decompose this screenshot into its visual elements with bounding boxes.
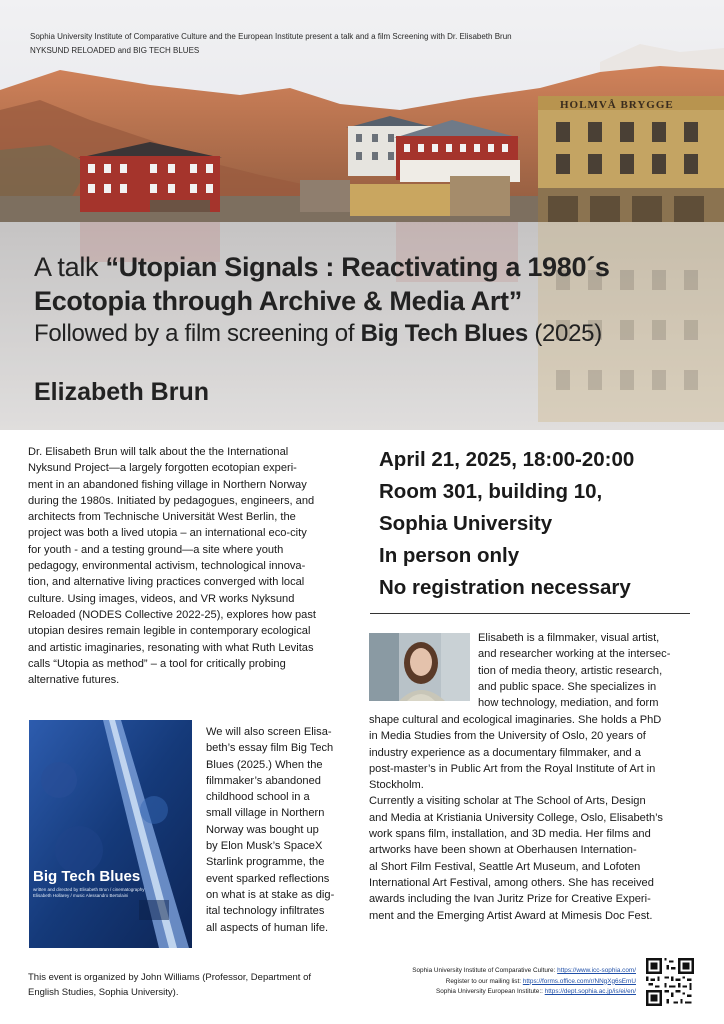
abstract-line: Dr. Elisabeth Brun will talk about the the International (28, 446, 289, 458)
icc-link[interactable]: https://www.icc-sophia.com/ (557, 967, 636, 974)
title-line-3 (34, 318, 714, 350)
event-details (379, 444, 709, 604)
abstract-line: alternative futures. (28, 674, 120, 687)
bio-body (369, 712, 710, 924)
portrait-photo (369, 633, 470, 701)
talk-abstract (28, 444, 358, 688)
abstract-line: during the 1980s. Initiated by pedagogues, engineers, and (28, 494, 315, 507)
bio-line: and public space. She specializes in (478, 680, 657, 693)
organizer-line: English Studies, Sophia University). (28, 987, 179, 998)
european-label: Sophia University European Institute:: (435, 988, 545, 995)
film-line: Blues (2025.) When the (206, 758, 323, 771)
abstract-line: for youth - and a testing ground—a site where youth (28, 543, 284, 556)
bio-line: awards including the Ivan Juritz Prize for Creative Experi- (369, 893, 651, 906)
film-line: beth’s essay film Big Tech (206, 742, 334, 755)
bio-line: artworks have been shown at Oberhausen Internation- (369, 844, 637, 857)
abstract-line: and artistic imaginaries, resonating with what Ruth Levitas (28, 641, 314, 654)
film-line: event sparked reflections (206, 872, 330, 885)
icc-label: Sophia University Institute of Comparative Culture: (412, 967, 558, 974)
bio-line: Elisabeth is a filmmaker, visual artist, (478, 632, 660, 644)
bio-line: Currently a visiting scholar at The School of Arts, Design (369, 795, 646, 808)
abstract-line: pedagogy, environmental activism, technological innova- (28, 560, 306, 573)
speaker-portrait (369, 633, 470, 701)
event-room: Room 301, building 10, (379, 480, 603, 503)
talk-title-part-1: “Utopian Signals : Reactivating a 1980´s (105, 252, 610, 282)
speaker-name: Elizabeth Brun (34, 378, 210, 406)
bio-line: ment and the Emerging Artist Award at Mimesis Doc Fest. (369, 909, 653, 922)
organizer-note (28, 970, 358, 1000)
brygge-sign: HOLMVÅ BRYGGE (560, 99, 674, 111)
bio-line: al Short Film Festival, Seattle Art Museum, and Lofoten (369, 860, 641, 873)
film-line: filmmaker’s abandoned (206, 774, 321, 787)
bio-line: tion of media theory, artistic research, (478, 664, 663, 677)
bio-line: how technology, mediation, and form (478, 697, 659, 710)
bio-line: Stockholm. (369, 779, 424, 792)
event-datetime: April 21, 2025, 18:00-20:00 (379, 448, 635, 471)
title-prefix: A talk (34, 252, 106, 282)
bio-line: shape cultural and ecological imaginaries. She holds a PhD (369, 714, 662, 726)
film-description (206, 724, 356, 936)
poster-title: Big Tech Blues (33, 868, 141, 885)
film-line: ital technology infiltrates (206, 905, 325, 918)
european-link[interactable]: https://dept.sophia.ac.jp/is/ei/en/ (544, 988, 636, 995)
icc-link-row (380, 966, 636, 977)
abstract-line: architects from Technische Universität West Berlin, the (28, 511, 296, 524)
abstract-line: Nyksund Project—a largely forgotten ecotopian experi- (28, 462, 297, 475)
talk-title-part-2: Ecotopia through Archive & Media Art” (34, 286, 522, 316)
poster-credit: written and directed by Elisabeth Brun / cinematography Elisabeth Hollarey / music Alessandro Bertolaini (33, 887, 145, 898)
film-name: Big Tech Blues (360, 320, 528, 347)
organizer-line: This event is organized by John Williams (Professor, Department of (28, 972, 312, 983)
abstract-line: ment in an abandoned fishing village in Northern Norway (28, 478, 307, 491)
bio-line: and Media at Kristiania University College, Oslo, Elisabeth’s (369, 811, 663, 824)
bio-line: and researcher working at the intersec- (478, 648, 671, 661)
presenter-header (30, 30, 630, 58)
mailing-link[interactable]: https://forms.office.com/r/NNgXg6sEmU (522, 977, 636, 985)
footer-links (380, 966, 636, 998)
bio-line: industry experience as a documentary filmmaker, and a (369, 746, 641, 759)
hero-photo (0, 0, 724, 430)
header-line-1: Sophia University Institute of Comparative Culture and the European Institute present a talk and a film Screening with Dr. Elisabeth Brun (30, 32, 512, 41)
film-line: small village in Northern (206, 807, 325, 820)
qr-code-icon (646, 958, 694, 1006)
event-venue: Sophia University (379, 512, 553, 535)
film-line: We will also screen Elisa- (206, 726, 332, 738)
abstract-line: project was both a lived utopia – an international eco-city (28, 527, 307, 540)
abstract-line: tion, and alternative living practices converged with local (28, 576, 305, 589)
event-mode: In person only (379, 544, 520, 567)
bio-line: work spans film, installation, and 3D media. Her films and (369, 828, 651, 841)
bio-line: in Media Studies from the University of Oslo, 20 years of (369, 730, 646, 743)
european-link-row (380, 987, 636, 998)
bio-line: post-master’s in Public Art from the Royal Institute of Art in (369, 762, 656, 775)
mailing-link-row (380, 977, 636, 988)
title-line-1 (34, 250, 714, 284)
film-poster (29, 720, 192, 948)
event-registration: No registration necessary (379, 576, 631, 599)
nyksund-village-photo (0, 0, 724, 430)
abstract-line: calls “Utopia as method” – a tool for critically probing (28, 657, 286, 670)
abstract-line: Reloaded (NODES Collective 2022-25), explores how past (28, 608, 316, 621)
abstract-line: utopian desires remain legible in contemporary ecological (28, 625, 311, 638)
film-line: Norway was bought up (206, 823, 319, 836)
film-year: (2025) (527, 320, 602, 347)
film-line: all aspects of human life. (206, 921, 329, 934)
qr-code[interactable] (646, 958, 694, 1006)
bio-intro (478, 630, 710, 711)
followed-by-text: Followed by a film screening of (34, 320, 361, 347)
film-line: Starlink programme, the (206, 856, 325, 869)
film-line: childhood school in a (206, 791, 310, 804)
section-divider (370, 613, 690, 614)
event-title (34, 250, 714, 350)
abstract-line: culture. Using images, videos, and VR works Nyksund (28, 592, 295, 605)
snowy-road-image (29, 720, 192, 948)
bio-line: International Art Festival, among others. She has received (369, 876, 654, 889)
film-line: on what is at stake as dig- (206, 888, 335, 901)
header-line-2: NYKSUND RELOADED and BIG TECH BLUES (30, 46, 200, 55)
film-line: by Elon Musk’s SpaceX (206, 840, 323, 853)
mailing-label: Register to our mailing list: (445, 977, 523, 985)
